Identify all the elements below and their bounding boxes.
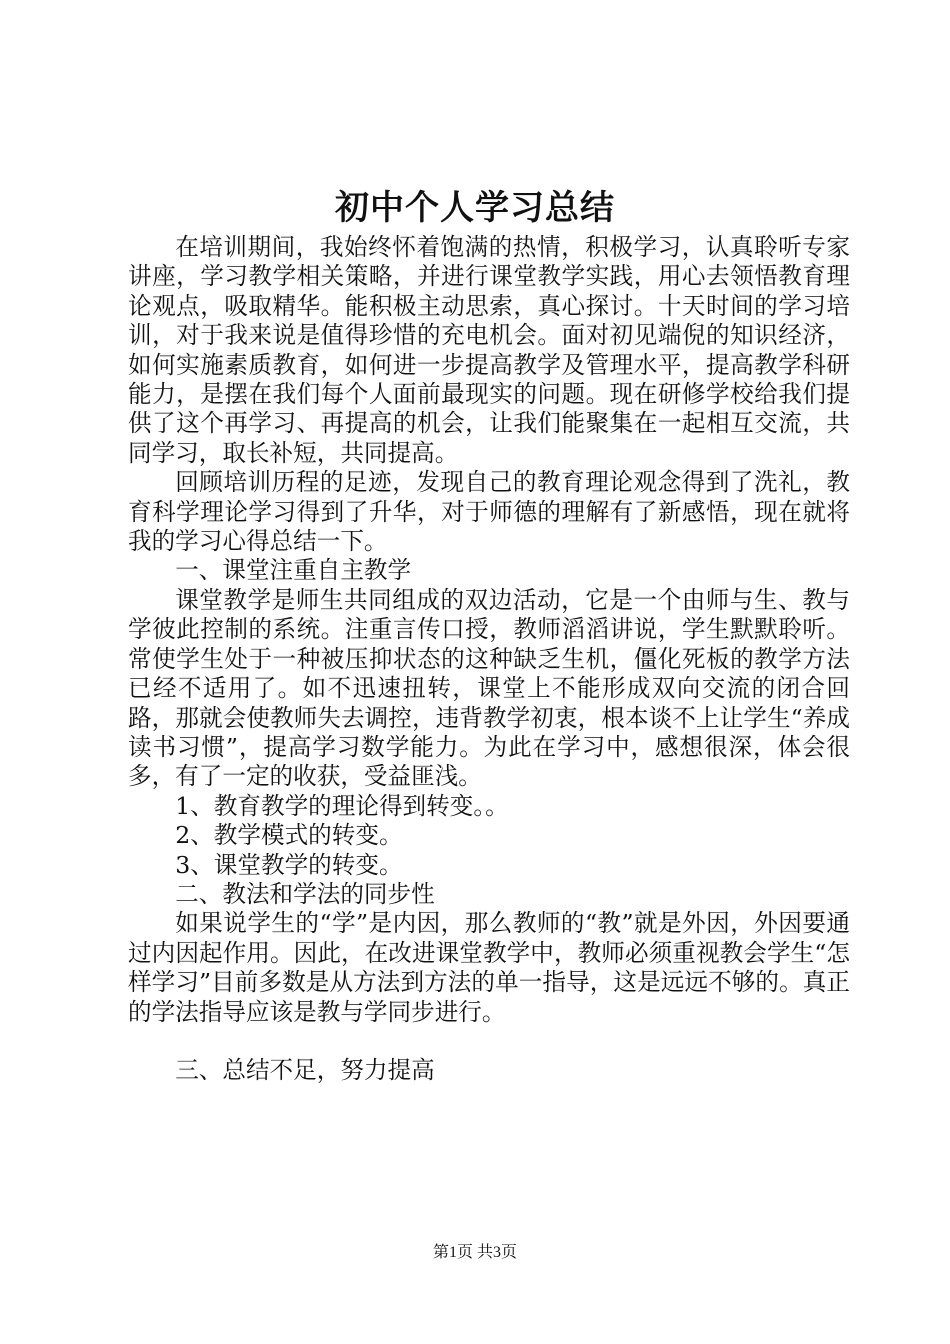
document-title: 初中个人学习总结 <box>335 188 615 228</box>
list-item-1: 1、教育教学的理论得到转变。。 <box>175 791 509 820</box>
document-body <box>128 233 850 1086</box>
paragraph-classroom: 课堂教学是师生共同组成的双边活动，它是一个由师与生、教与学彼此控制的系统。注重言传口授，教师滔滔讲说，学生默默聆听。常使学生处于一种被压抑状态的这种缺乏生机，僵化死板的教学方法已经不适用了。如不迅速扭转，课堂上不能形成双向交流的闭合回路，那就会使教师失去调控，违背教学初衷，根本谈不上让学生“养成读书习惯”，提高学习数学能力。为此在学习中，感想很深，体会很多，有了一定的收获，受益匪浅。 <box>128 585 850 791</box>
section-heading-2: 二、教法和学法的同步性 <box>175 879 435 908</box>
paragraph-intro: 在培训期间，我始终怀着饱满的热情，积极学习，认真聆听专家讲座，学习教学相关策略，并进行课堂教学实践，用心去领悟教育理论观点，吸取精华。能积极主动思索，真心探讨。十天时间的学习培训，对于我来说是值得珍惜的充电机会。面对初见端倪的知识经济，如何实施素质教育，如何进一步提高教学及管理水平，提高教学科研能力，是摆在我们每个人面前最现实的问题。现在研修学校给我们提供了这个再学习、再提高的机会，让我们能聚集在一起相互交流，共同学习，取长补短，共同提高。 <box>128 233 850 467</box>
paragraph-review: 回顾培训历程的足迹，发现自己的教育理论观念得到了洗礼，教育科学理论学习得到了升华，对于师德的理解有了新感悟，现在就将我的学习心得总结一下。 <box>128 468 850 556</box>
section-heading-1: 一、课堂注重自主教学 <box>175 556 412 585</box>
list-item-3: 3、课堂教学的转变。 <box>175 850 403 879</box>
list-item-2: 2、教学模式的转变。 <box>175 821 403 850</box>
page-number-footer: 第1页 共3页 <box>432 1244 517 1261</box>
section-heading-3: 三、总结不足，努力提高 <box>175 1056 435 1085</box>
paragraph-methods: 如果说学生的“学”是内因，那么教师的“教”就是外因，外因要通过内因起作用。因此，在改进课堂教学中，教师必须重视教会学生“怎样学习”目前多数是从方法到方法的单一指导，这是远远不够的。真正的学法指导应该是教与学同步进行。 <box>128 909 850 1026</box>
